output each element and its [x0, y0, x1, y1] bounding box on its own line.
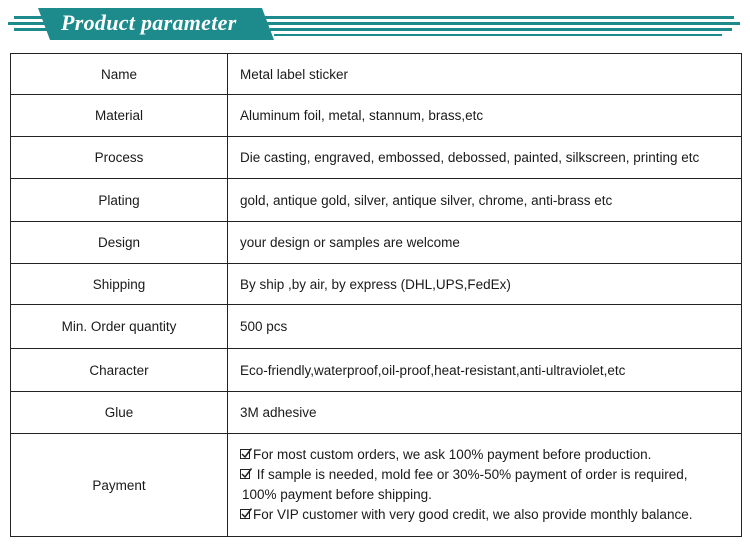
row-value: Metal label sticker: [228, 54, 742, 95]
payment-line: [240, 445, 741, 465]
payment-line-text: If sample is needed, mold fee or 30%-50% payment of order is required,: [253, 467, 688, 482]
payment-line: [240, 485, 741, 505]
row-value: gold, antique gold, silver, antique silver, chrome, anti-brass etc: [228, 179, 742, 222]
row-label: Design: [11, 222, 228, 264]
row-label: Plating: [11, 179, 228, 222]
payment-line: [240, 465, 741, 485]
row-value: Aluminum foil, metal, stannum, brass,etc: [228, 95, 742, 137]
payment-line-text: For VIP customer with very good credit, we also provide monthly balance.: [253, 507, 693, 522]
payment-line-text: 100% payment before shipping.: [242, 487, 432, 502]
row-value: your design or samples are welcome: [228, 222, 742, 264]
row-value: 3M adhesive: [228, 392, 742, 434]
payment-terms: [228, 434, 742, 537]
row-label: Min. Order quantity: [11, 305, 228, 349]
payment-line-text: For most custom orders, we ask 100% payment before production.: [253, 447, 652, 462]
row-value: Eco-friendly,waterproof,oil-proof,heat-resistant,anti-ultraviolet,etc: [228, 349, 742, 392]
table-row: [11, 305, 742, 349]
table-row: [11, 179, 742, 222]
checkbox-icon: [240, 448, 252, 460]
row-label: Shipping: [11, 264, 228, 305]
banner-title: Product parameter: [61, 10, 237, 35]
table-row: [11, 95, 742, 137]
row-label: Glue: [11, 392, 228, 434]
row-value: 500 pcs: [228, 305, 742, 349]
row-label: Name: [11, 54, 228, 95]
row-label: Process: [11, 137, 228, 179]
checkbox-icon: [240, 468, 252, 480]
table-row: [11, 392, 742, 434]
row-label: Material: [11, 95, 228, 137]
product-parameter-table: [10, 53, 742, 537]
table-row: [11, 349, 742, 392]
table-row: [11, 264, 742, 305]
row-label: Payment: [11, 434, 228, 537]
table-row: [11, 137, 742, 179]
section-banner: [0, 0, 750, 48]
table-row: [11, 434, 742, 537]
table-row: [11, 222, 742, 264]
checkbox-icon: [240, 508, 252, 520]
table-row: [11, 54, 742, 95]
row-label: Character: [11, 349, 228, 392]
row-value: By ship ,by air, by express (DHL,UPS,FedEx): [228, 264, 742, 305]
payment-line: [240, 505, 741, 525]
row-value: Die casting, engraved, embossed, debossed, painted, silkscreen, printing etc: [228, 137, 742, 179]
